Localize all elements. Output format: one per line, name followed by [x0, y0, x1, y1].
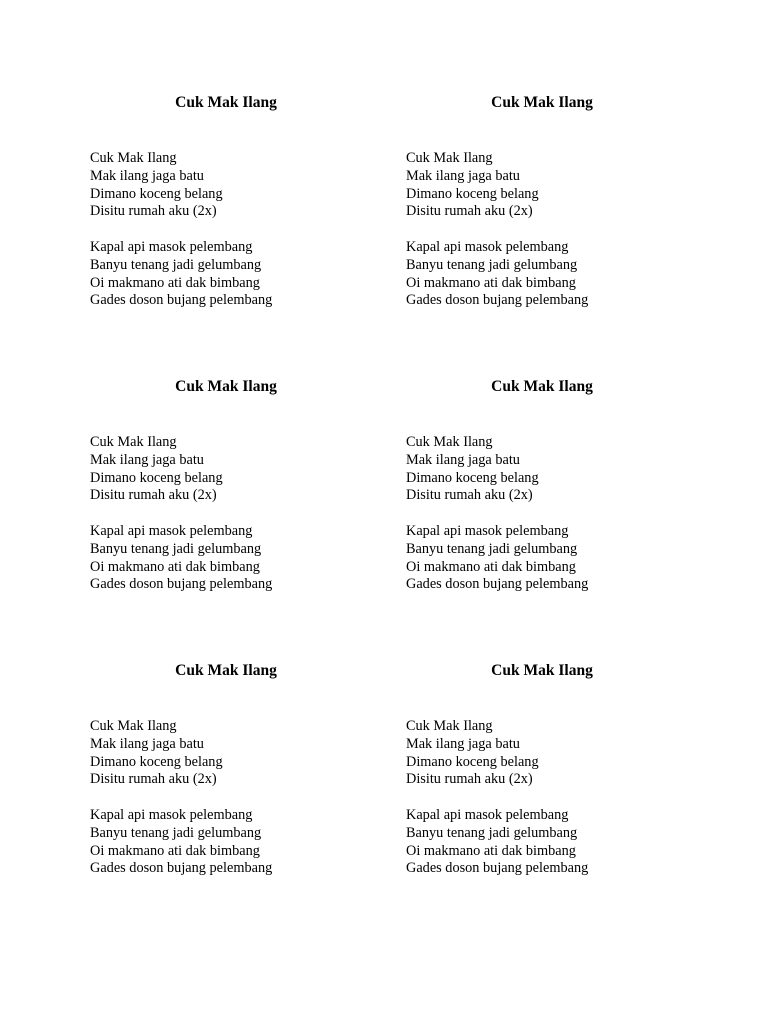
stanza-verse: [406, 150, 539, 221]
lyric-line: Disitu rumah aku (2x): [90, 203, 217, 220]
lyric-line: Banyu tenang jadi gelumbang: [406, 540, 578, 557]
lyric-line: Kapal api masok pelembang: [406, 239, 569, 255]
lyric-line: Cuk Mak Ilang: [406, 718, 493, 734]
lyric-line: Cuk Mak Ilang: [90, 434, 177, 450]
stanza-verse: [90, 718, 223, 789]
lyric-line: Banyu tenang jadi gelumbang: [406, 256, 578, 273]
lyric-line: Dimano koceng belang: [406, 469, 539, 486]
lyric-line: Kapal api masok pelembang: [406, 807, 569, 823]
stanza-verse: [406, 718, 539, 789]
lyric-line: Oi makmano ati dak bimbang: [406, 558, 576, 575]
stanza-chorus: [406, 523, 588, 594]
lyric-line: Oi makmano ati dak bimbang: [406, 274, 576, 291]
lyric-line: Cuk Mak Ilang: [406, 150, 493, 166]
lyric-line: Cuk Mak Ilang: [90, 718, 177, 734]
lyric-line: Banyu tenang jadi gelumbang: [406, 824, 578, 841]
song-title: Cuk Mak Ilang: [491, 378, 593, 395]
song-title: Cuk Mak Ilang: [491, 94, 593, 111]
lyric-line: Dimano koceng belang: [90, 185, 223, 202]
stanza-verse: [90, 150, 223, 221]
lyric-line: Banyu tenang jadi gelumbang: [90, 256, 262, 273]
lyric-line: Disitu rumah aku (2x): [406, 203, 533, 220]
stanza-verse: [90, 434, 223, 505]
lyric-line: Kapal api masok pelembang: [406, 523, 569, 539]
lyric-line: Disitu rumah aku (2x): [406, 487, 533, 504]
song-title: Cuk Mak Ilang: [491, 662, 593, 679]
stanza-chorus: [406, 239, 588, 310]
lyric-line: Dimano koceng belang: [406, 185, 539, 202]
stanza-verse: [406, 434, 539, 505]
lyric-line: Oi makmano ati dak bimbang: [90, 558, 260, 575]
stanza-chorus: [90, 523, 272, 594]
song-title: Cuk Mak Ilang: [175, 662, 277, 679]
lyric-line: Disitu rumah aku (2x): [406, 771, 533, 788]
song-title: Cuk Mak Ilang: [175, 94, 277, 111]
lyric-line: Oi makmano ati dak bimbang: [90, 842, 260, 859]
lyric-line: Banyu tenang jadi gelumbang: [90, 540, 262, 557]
lyric-line: Cuk Mak Ilang: [406, 434, 493, 450]
lyric-line: Disitu rumah aku (2x): [90, 487, 217, 504]
lyric-line: Cuk Mak Ilang: [90, 150, 177, 166]
lyric-line: Kapal api masok pelembang: [90, 239, 253, 255]
lyric-line: Gades doson bujang pelembang: [406, 860, 589, 877]
stanza-chorus: [406, 807, 588, 878]
lyric-line: Gades doson bujang pelembang: [90, 292, 273, 309]
lyric-line: Gades doson bujang pelembang: [406, 292, 589, 309]
lyric-line: Gades doson bujang pelembang: [90, 576, 273, 593]
lyric-line: Mak ilang jaga batu: [406, 451, 520, 468]
lyric-line: Mak ilang jaga batu: [406, 167, 520, 184]
lyric-line: Dimano koceng belang: [406, 753, 539, 770]
lyric-line: Kapal api masok pelembang: [90, 807, 253, 823]
lyric-line: Mak ilang jaga batu: [90, 451, 204, 468]
lyric-line: Mak ilang jaga batu: [90, 735, 204, 752]
lyric-line: Mak ilang jaga batu: [406, 735, 520, 752]
stanza-chorus: [90, 239, 272, 310]
lyric-line: Kapal api masok pelembang: [90, 523, 253, 539]
stanza-chorus: [90, 807, 272, 878]
lyric-line: Oi makmano ati dak bimbang: [406, 842, 576, 859]
lyric-line: Gades doson bujang pelembang: [90, 860, 273, 877]
song-title: Cuk Mak Ilang: [175, 378, 277, 395]
lyric-line: Dimano koceng belang: [90, 753, 223, 770]
lyric-line: Gades doson bujang pelembang: [406, 576, 589, 593]
lyric-line: Oi makmano ati dak bimbang: [90, 274, 260, 291]
lyric-line: Mak ilang jaga batu: [90, 167, 204, 184]
lyric-line: Banyu tenang jadi gelumbang: [90, 824, 262, 841]
lyric-line: Dimano koceng belang: [90, 469, 223, 486]
lyric-line: Disitu rumah aku (2x): [90, 771, 217, 788]
